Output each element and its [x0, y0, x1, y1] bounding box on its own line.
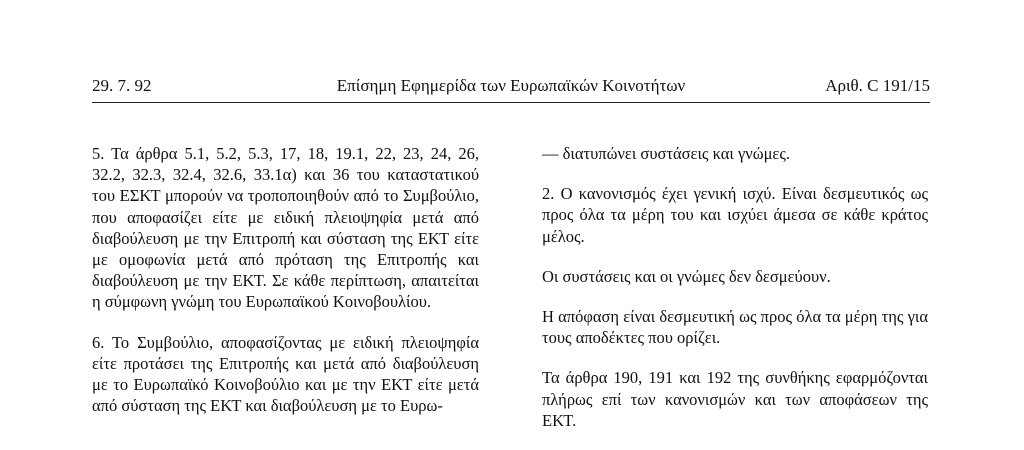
- paragraph-5: 5. Τα άρθρα 5.1, 5.2, 5.3, 17, 18, 19.1, 22, 23, 24, 26, 32.2, 32.3, 32.4, 32.6, 33.1α) και 36 του καταστατικού του ΕΣΚΤ μπορούν να τροποποιηθούν από το Συμβούλιο, που αποφασίζει είτε με ειδική πλειοψηφία μετά από διαβούλευση με την Επιτροπή και σύσταση της ΕΚΤ είτε με ομοφωνία μετά από πρόταση της Επιτροπής και διαβούλευση με την ΕΚΤ. Σε κάθε περίπτωση, απαιτείται η σύμφωνη γνώμη του Ευρωπαϊκού Κοινοβουλίου.: [92, 144, 479, 312]
- paragraph-2: 2. Ο κανονισμός έχει γενική ισχύ. Είναι δεσμευτικός ως προς όλα τα μέρη του και ισχύει άμεσα σε κάθε κράτος μέλος.: [542, 184, 928, 246]
- paragraph-recommendations: Οι συστάσεις και οι γνώμες δεν δεσμεύουν.: [542, 266, 831, 286]
- header-date: 29. 7. 92: [92, 76, 152, 95]
- right-column: [542, 143, 928, 450]
- left-column: [92, 143, 479, 435]
- paragraph-articles: Τα άρθρα 190, 191 και 192 της συνθήκης εφαρμόζονται πλήρως επί των κανονισμών και των αποφάσεων της ΕΚΤ.: [542, 368, 928, 430]
- page-header: [92, 76, 930, 98]
- dash-item: — διατυπώνει συστάσεις και γνώμες.: [542, 144, 791, 163]
- paragraph-decision: Η απόφαση είναι δεσμευτική ως προς όλα τα μέρη της για τους αποδέκτες που ορίζει.: [542, 307, 928, 348]
- paragraph-6: 6. Το Συμβούλιο, αποφασίζοντας με ειδική πλειοψηφία είτε προτάσει της Επιτροπής και μετά από διαβούλευση με το Ευρωπαϊκό Κοινοβούλιο και με την ΕΚΤ είτε μετά από σύσταση της ΕΚΤ και διαβούλευση με το Ευρω-: [92, 332, 479, 416]
- header-title: Επίσημη Εφημερίδα των Ευρωπαϊκών Κοινοτήτων: [336, 76, 686, 95]
- header-page-number: Αριθ. C 191/15: [825, 76, 930, 95]
- header-rule: [92, 102, 930, 103]
